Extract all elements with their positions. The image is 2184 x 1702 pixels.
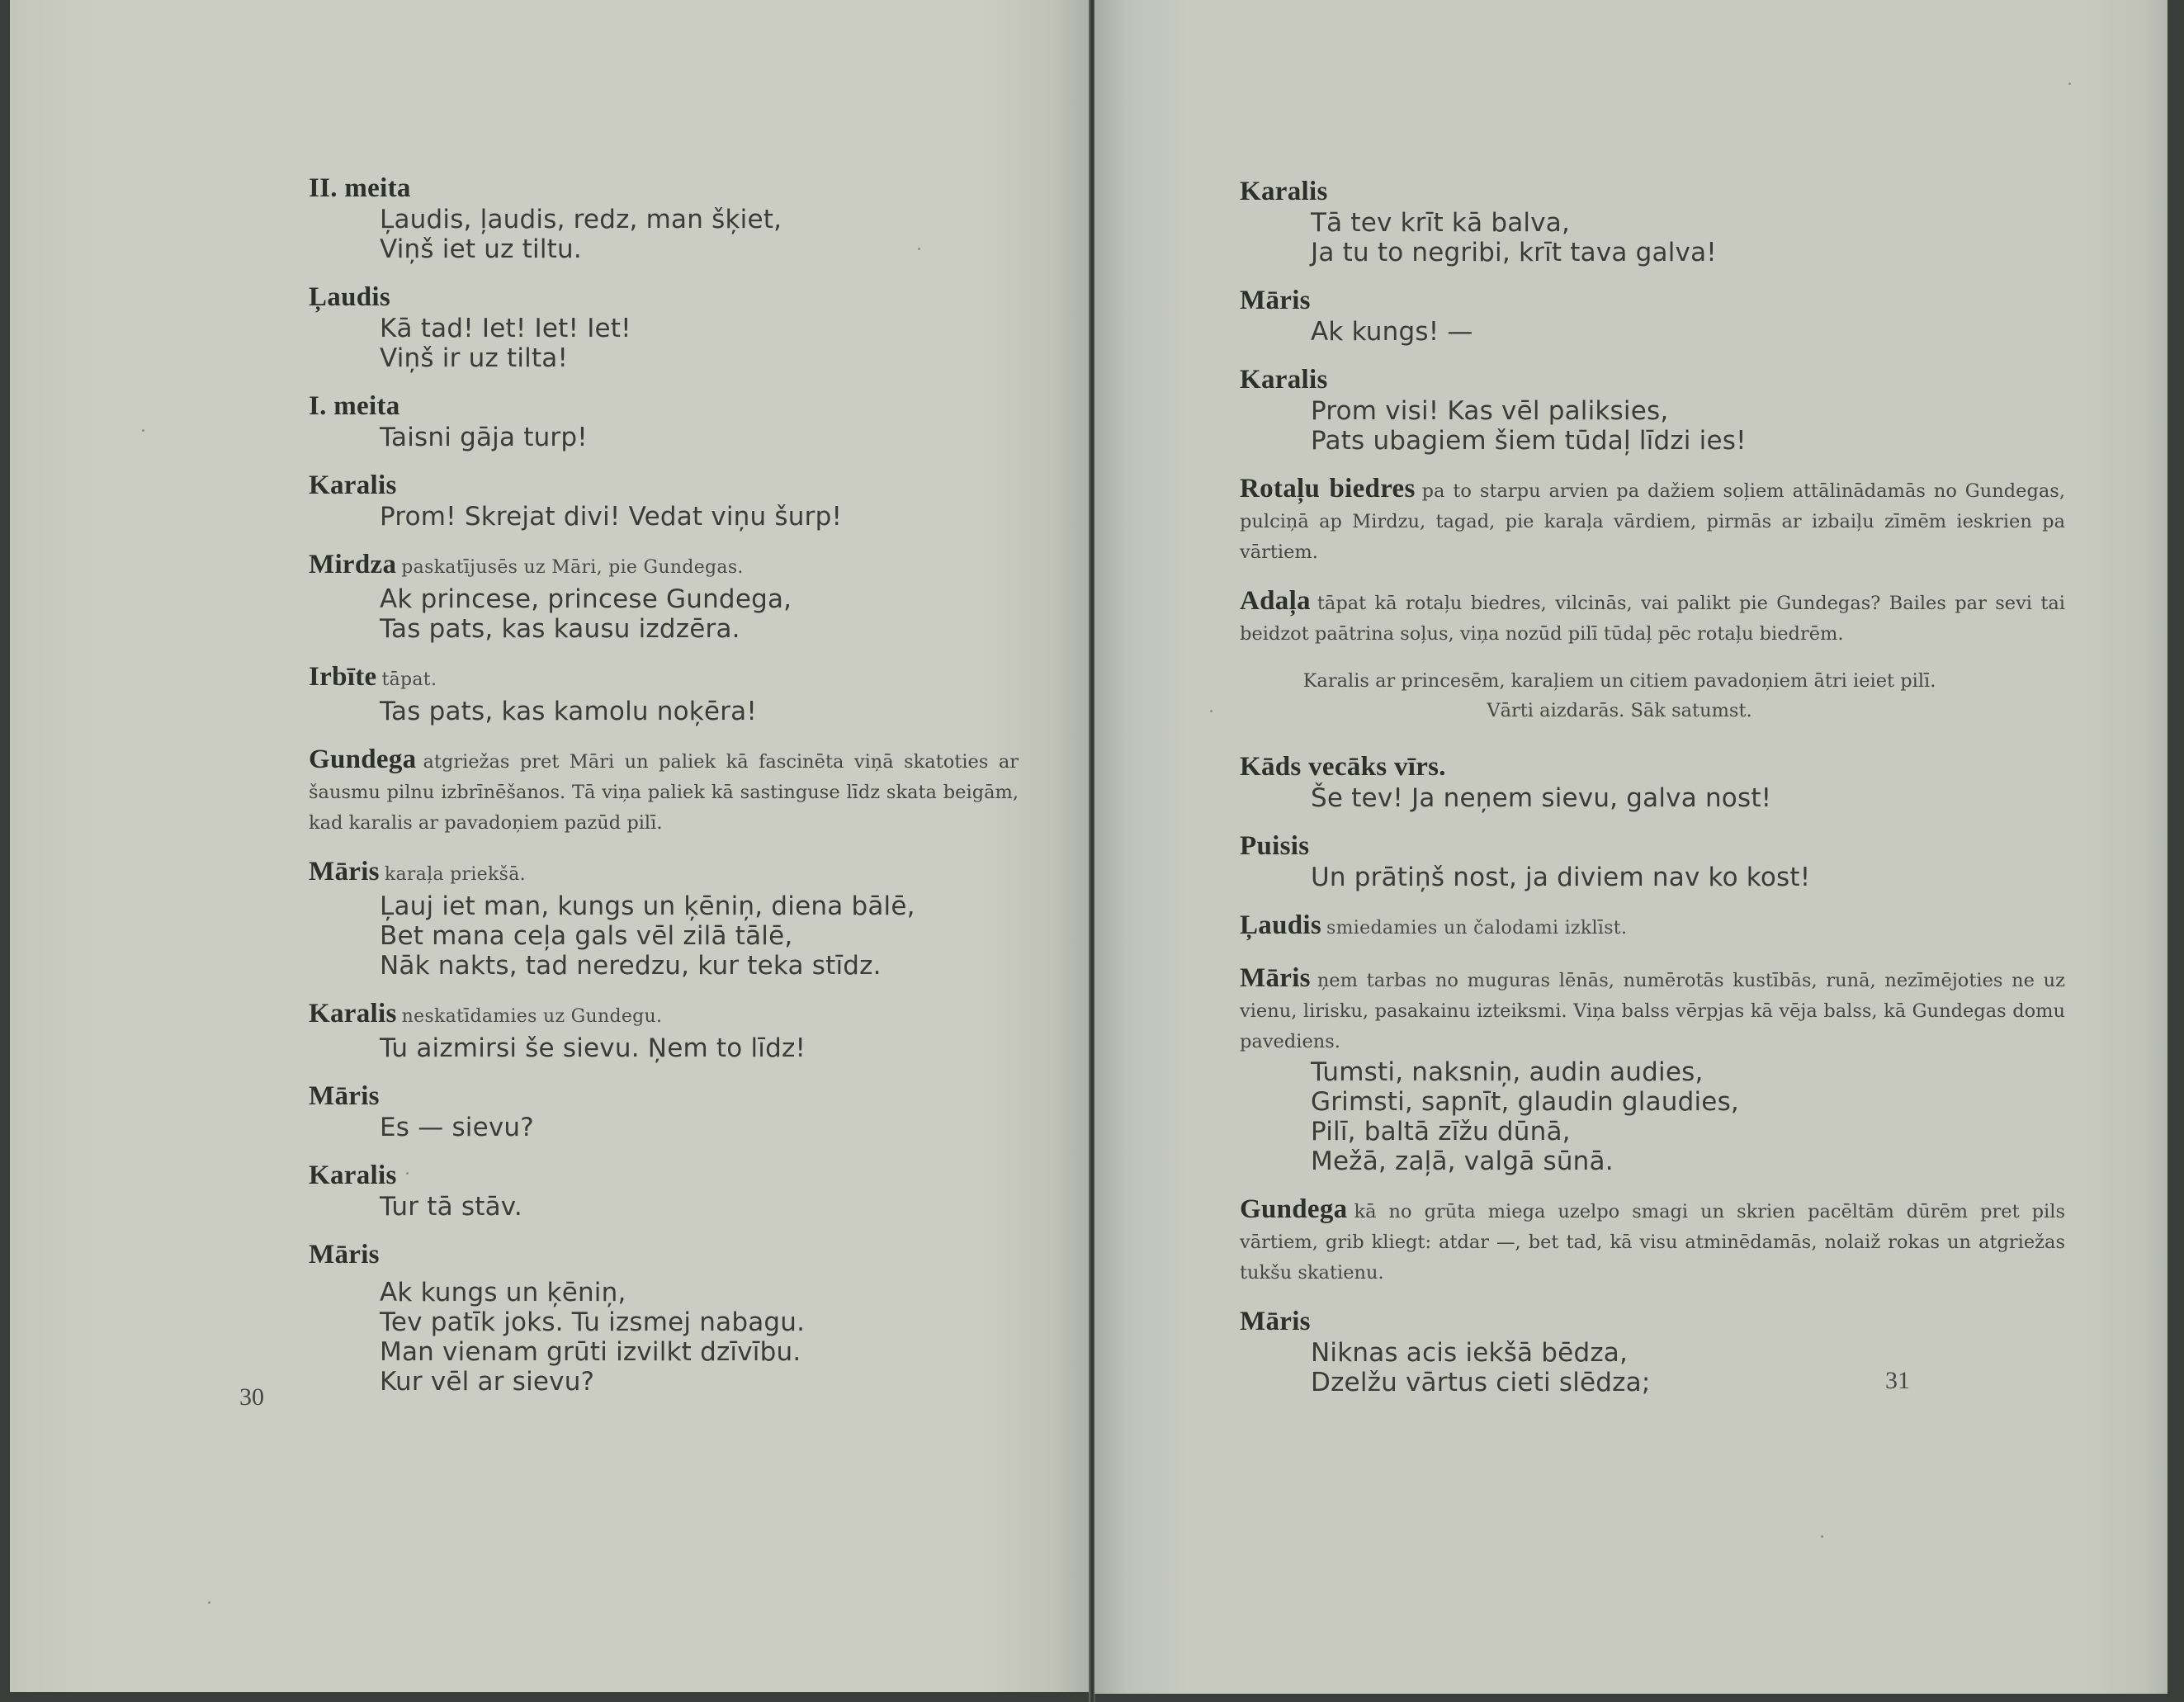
paper-speck bbox=[1821, 1535, 1823, 1538]
verse-line: Taisni gāja turp! bbox=[380, 423, 588, 452]
stage-direction-paragraph bbox=[309, 743, 1019, 839]
dialogue-block bbox=[1240, 175, 2065, 267]
speaker-name: Māris bbox=[1240, 1307, 1311, 1336]
verse-line: Tas pats, kas kamolu noķēra! bbox=[380, 697, 757, 726]
verse-line: Grimsti, sapnīt, glaudin glaudies, bbox=[1311, 1087, 1739, 1117]
speaker-name: Rotaļu biedres bbox=[1240, 474, 1416, 504]
left-page bbox=[10, 0, 1090, 1692]
speaker-name: Karalis bbox=[309, 1161, 397, 1190]
speaker-line bbox=[309, 660, 1019, 697]
right-page bbox=[1094, 0, 2167, 1694]
page-number: 31 bbox=[1885, 1367, 1910, 1394]
stage-direction-paragraph bbox=[1240, 962, 2065, 1057]
dialogue-block bbox=[1240, 363, 2065, 456]
speaker-line bbox=[309, 855, 1019, 891]
left-page-text bbox=[309, 172, 1019, 1413]
verse-line: Prom visi! Kas vēl paliksies, bbox=[1311, 396, 1669, 426]
speaker-name: Ļaudis bbox=[309, 282, 391, 312]
speaker-name: Māris bbox=[309, 1240, 380, 1269]
dialogue-block bbox=[309, 997, 1019, 1063]
dialogue-block bbox=[1240, 284, 2065, 347]
dialogue-block bbox=[309, 390, 1019, 452]
paper-speck bbox=[208, 1601, 210, 1604]
dialogue-block bbox=[309, 1159, 1019, 1222]
right-page-text bbox=[1240, 175, 2065, 1414]
stage-line: Karalis ar princesēm, karaļiem un citiem pavadoņiem ātri ieiet pilī. bbox=[1302, 670, 1936, 692]
verse-line: Dzelžu vārtus cieti slēdza; bbox=[1311, 1368, 1651, 1397]
paper-speck bbox=[142, 429, 144, 432]
dialogue-block bbox=[1240, 909, 2065, 945]
dialogue-block bbox=[309, 469, 1019, 532]
speaker-name: Kāds vecāks vīrs. bbox=[1240, 752, 1446, 782]
stage-direction-paragraph bbox=[1240, 1193, 2065, 1288]
speaker-name: Māris bbox=[309, 857, 380, 886]
speaker-name: Karalis bbox=[1240, 177, 1328, 206]
dialogue-block bbox=[1240, 750, 2065, 813]
verse-line: Man vienam grūti izvilkt dzīvību. bbox=[380, 1337, 801, 1367]
verse-line: Bet mana ceļa gals vēl zilā tālē, bbox=[380, 921, 793, 951]
speaker-name: Ļaudis bbox=[1240, 910, 1322, 940]
paper-speck bbox=[918, 248, 920, 250]
stage-direction: pa to starpu arvien pa dažiem soļiem attālinādamās no Gundegas, pulciņā ap Mirdzu, tagad, pie karaļa vārdiem, pirmās ar izbaiļu zīmēm ieskrien pa vārtiem. bbox=[1240, 480, 2065, 563]
dialogue-block bbox=[309, 660, 1019, 726]
verse-line: Niknas acis iekšā bēdza, bbox=[1311, 1338, 1629, 1368]
stage-direction: neskatīdamies uz Gundegu. bbox=[401, 1006, 663, 1027]
stage-direction-paragraph bbox=[1240, 584, 2065, 650]
verse-line: Viņš iet uz tiltu. bbox=[380, 234, 582, 264]
verse-line: Prom! Skrejat divi! Vedat viņu šurp! bbox=[380, 502, 843, 532]
speaker-name: Karalis bbox=[309, 999, 397, 1028]
stage-direction: smiedamies un čalodami izklīst. bbox=[1326, 918, 1628, 938]
dialogue-block bbox=[309, 172, 1019, 264]
dialogue-block bbox=[1240, 830, 2065, 892]
paper-speck bbox=[1210, 710, 1213, 712]
dialogue-block bbox=[309, 1080, 1019, 1142]
speaker-name: Gundega bbox=[309, 745, 417, 774]
verse-line: Tumsti, naksniņ, audin audies, bbox=[1311, 1057, 1704, 1087]
verse-line: Pats ubagiem šiem tūdaļ līdzi ies! bbox=[1311, 426, 1747, 456]
verse-line: Tu aizmirsi še sievu. Ņem to līdz! bbox=[380, 1033, 806, 1063]
verse-line: Ak princese, princese Gundega, bbox=[380, 584, 792, 614]
dialogue-block bbox=[309, 1238, 1019, 1397]
speaker-line bbox=[309, 997, 1019, 1033]
stage-direction-centered bbox=[1174, 666, 2065, 726]
stage-direction: tāpat. bbox=[381, 669, 437, 690]
stage-direction: tāpat kā rotaļu biedres, vilcinās, vai palikt pie Gundegas? Bailes par sevi tai beidzot paātrina soļus, viņa nozūd pilī tūdaļ pēc rotaļu biedrēm. bbox=[1240, 593, 2065, 645]
verse-line: Pilī, baltā zīžu dūnā, bbox=[1311, 1117, 1571, 1146]
verse-line: Tur tā stāv. bbox=[380, 1192, 522, 1222]
speaker-line bbox=[309, 548, 1019, 584]
stage-direction: kā no grūta miega uzelpo smagi un skrien pacēltām dūrēm pret pils vārtiem, grib kliegt: atdar —, bet tad, kā visu atminēdamās, nolaiž rokas un atgriežas tukšu skatienu. bbox=[1240, 1201, 2065, 1284]
dialogue-block bbox=[309, 548, 1019, 644]
verse-line: Tev patīk joks. Tu izsmej nabagu. bbox=[380, 1307, 806, 1337]
verse-line: Kur vēl ar sievu? bbox=[380, 1367, 595, 1397]
speaker-name: Gundega bbox=[1240, 1194, 1348, 1224]
stage-direction: atgriežas pret Māri un paliek kā fascinēta viņā skatoties ar šausmu pilnu izbrīnēšanos. Tā viņa paliek kā sastinguse līdz skata beigām, kad karalis ar pavadoņiem pazūd pilī. bbox=[309, 751, 1019, 834]
verse-line: Tas pats, kas kausu izdzēra. bbox=[380, 614, 740, 644]
verse-line: Tā tev krīt kā balva, bbox=[1311, 208, 1571, 238]
stage-direction: ņem tarbas no muguras lēnās, numērotās kustībās, runā, nezīmējoties ne uz vienu, lirisku, pasakainu izteiksmi. Viņa balss vērpjas kā vēja balss, kā Gundegas domu pavediens. bbox=[1240, 970, 2065, 1052]
speaker-name: II. meita bbox=[309, 173, 411, 203]
speaker-name: Māris bbox=[1240, 963, 1311, 993]
dialogue-block bbox=[309, 855, 1019, 981]
page-number: 30 bbox=[239, 1383, 264, 1411]
speaker-name: I. meita bbox=[309, 391, 400, 421]
speaker-name: Māris bbox=[1240, 286, 1311, 315]
verse-line: Ja tu to negribi, krīt tava galva! bbox=[1311, 238, 1717, 267]
dialogue-block bbox=[1240, 962, 2065, 1176]
paper-speck bbox=[2068, 83, 2071, 85]
verse-line: Mežā, zaļā, valgā sūnā. bbox=[1311, 1146, 1614, 1176]
speaker-name: Karalis bbox=[309, 470, 397, 500]
stage-direction-paragraph bbox=[1240, 472, 2065, 568]
verse-line: Ļaudis, ļaudis, redz, man šķiet, bbox=[380, 205, 782, 234]
speaker-name: Puisis bbox=[1240, 831, 1310, 861]
verse-line: Ļauj iet man, kungs un ķēniņ, diena bālē, bbox=[380, 891, 915, 921]
stage-direction: karaļa priekšā. bbox=[384, 864, 526, 885]
stage-line: Vārti aizdarās. Sāk satumst. bbox=[1487, 700, 1752, 721]
verse-line: Ak kungs! — bbox=[1311, 317, 1473, 347]
speaker-name: Adaļa bbox=[1240, 586, 1311, 616]
dialogue-block bbox=[1240, 1305, 2065, 1397]
stage-direction: paskatījusēs uz Māri, pie Gundegas. bbox=[401, 557, 744, 578]
speaker-name: Māris bbox=[309, 1081, 380, 1111]
speaker-name: Karalis bbox=[1240, 365, 1328, 395]
verse-line: Ak kungs un ķēniņ, bbox=[380, 1278, 626, 1307]
verse-line: Kā tad! Iet! Iet! Iet! bbox=[380, 314, 631, 343]
verse-line: Un prātiņš nost, ja diviem nav ko kost! bbox=[1311, 863, 1811, 892]
verse-line: Viņš ir uz tilta! bbox=[380, 343, 569, 373]
verse-line: Es — sievu? bbox=[380, 1113, 534, 1142]
speaker-name: Irbīte bbox=[309, 662, 377, 692]
verse-line: Nāk nakts, tad neredzu, kur teka stīdz. bbox=[380, 951, 882, 981]
speaker-line bbox=[1240, 909, 2065, 945]
paper-speck bbox=[406, 1172, 409, 1175]
dialogue-block bbox=[309, 281, 1019, 373]
speaker-name: Mirdza bbox=[309, 550, 397, 579]
verse-line: Še tev! Ja neņem sievu, galva nost! bbox=[1311, 783, 1772, 813]
